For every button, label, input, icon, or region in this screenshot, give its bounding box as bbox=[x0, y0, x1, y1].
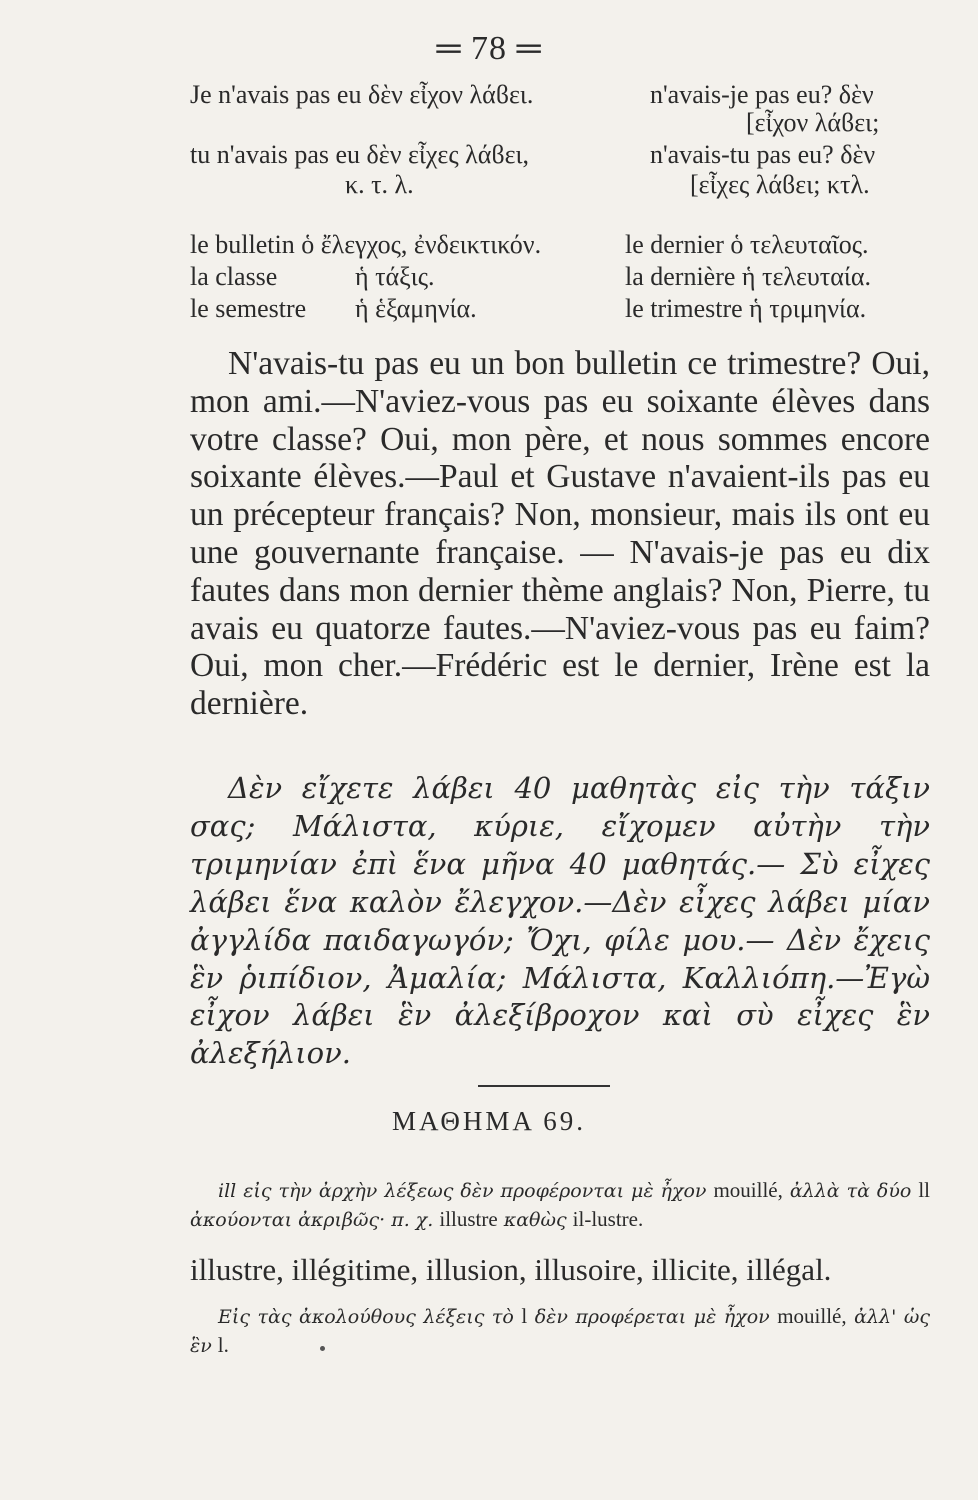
note2-greek-a: Εἰς τὰς ἀκολούθους λέξεις τὸ bbox=[218, 1306, 514, 1328]
vocab-row2-right: la dernière ἡ τελευταία. bbox=[625, 262, 871, 291]
lesson-heading: ΜΑΘΗΜΑ 69. bbox=[392, 1106, 586, 1136]
note1-greek-c: ἀκούονται ἀκριβῶς· π. χ. bbox=[190, 1209, 434, 1231]
note1-greek-a: ill εἰς τὴν ἀρχὴν λέξεως δὲν προφέρονται μὲ ἦχον bbox=[218, 1180, 707, 1202]
note1-latin-d: il-lustre. bbox=[572, 1207, 644, 1231]
conj-row3-left: κ. τ. λ. bbox=[345, 170, 414, 199]
pronunciation-note-2 bbox=[190, 1302, 930, 1360]
note2-latin-c: l. bbox=[217, 1333, 229, 1357]
vocab-row2-left-fr: la classe bbox=[190, 262, 278, 291]
conj-row2-right: n'avais-tu pas eu? δὲν bbox=[650, 140, 876, 169]
note1-greek-b: ἀλλὰ τὰ δύο bbox=[789, 1180, 912, 1202]
vocab-row3-right: le trimestre ἡ τριμηνία. bbox=[625, 294, 867, 323]
vocab-row1-left: le bulletin ὁ ἔλεγχος, ἐνδεικτικόν. bbox=[190, 230, 542, 259]
note2-latin-a: l bbox=[521, 1304, 528, 1328]
vocab-row2-left-gr: ἡ τάξις. bbox=[355, 262, 435, 291]
page-number: ═ 78 ═ bbox=[436, 30, 542, 67]
french-paragraph: N'avais-tu pas eu un bon bulletin ce trimestre? Oui, mon ami.—N'aviez-vous pas eu soixante élèves dans votre classe? Oui, mon père, et nous sommes encore soixante élèves.—Paul et Gustave n'avaient-ils pas eu un précepteur français? Non, monsieur, mais ils ont eu une gouvernante française. — N'avais-je pas eu dix fautes dans mon dernier thème anglais? Non, Pierre, tu avais eu quatorze fautes.—N'aviez-vous pas eu faim? Oui, mon cher.—Frédéric est le dernier, Irène est la dernière. bbox=[190, 345, 930, 723]
note1-latin-a: mouillé, bbox=[713, 1178, 783, 1202]
greek-paragraph: Δὲν εἴχετε λάβει 40 μαθητὰς εἰς τὴν τάξιν σας; Μάλιστα, κύριε, εἴχομεν αὐτὴν τὴν τριμηνίαν ἐπὶ ἕνα μῆνα 40 μαθητάς.— Σὺ εἶχες λάβει ἕνα καλὸν ἔλεγχον.—Δὲν εἶχες λάβει μίαν ἀγγλίδα παιδαγωγόν; Ὄχι, φίλε μου.— Δὲν ἔχεις ἓν ῥιπίδιον, Ἀμαλία; Μάλιστα, Καλλιόπη.—Ἐγὼ εἶχον λάβει ἓν ἀλεξίβροχον καὶ σὺ εἶχες ἓν ἀλεξήλιον. bbox=[190, 771, 930, 1071]
conj-row1-left: Je n'avais pas eu δὲν εἶχον λάϐει. bbox=[190, 80, 534, 109]
vocab-row1-right: le dernier ὁ τελευταῖος. bbox=[625, 230, 869, 259]
note1-latin-b: ll bbox=[918, 1178, 930, 1202]
note2-greek-c: ἀλλ' ὡς ἓν bbox=[190, 1306, 930, 1357]
note1-greek-d: καθὼς bbox=[503, 1209, 567, 1231]
vocab-row3-left-fr: le semestre bbox=[190, 294, 307, 323]
conj-row1-right: n'avais-je pas eu? δὲν bbox=[650, 80, 874, 109]
word-list: illustre, illégitime, illusion, illusoire, illicite, illégal. bbox=[190, 1252, 832, 1287]
note1-latin-c: illustre bbox=[439, 1207, 498, 1231]
vocab-row3-left-gr: ἡ ἑξαμηνία. bbox=[355, 294, 477, 323]
conj-row3-right: [εἶχες λάϐει; κτλ. bbox=[690, 170, 870, 199]
pronunciation-note-1 bbox=[190, 1176, 930, 1234]
conj-row1-continuation: [εἶχον λάϐει; bbox=[746, 108, 880, 137]
note2-greek-b: δὲν προφέρεται μὲ ἦχον bbox=[534, 1306, 770, 1328]
section-rule bbox=[478, 1085, 610, 1087]
conj-row2-left: tu n'avais pas eu δὲν εἶχες λάϐει, bbox=[190, 140, 529, 169]
ink-speck bbox=[320, 1346, 325, 1351]
note2-latin-b: mouillé, bbox=[777, 1304, 847, 1328]
